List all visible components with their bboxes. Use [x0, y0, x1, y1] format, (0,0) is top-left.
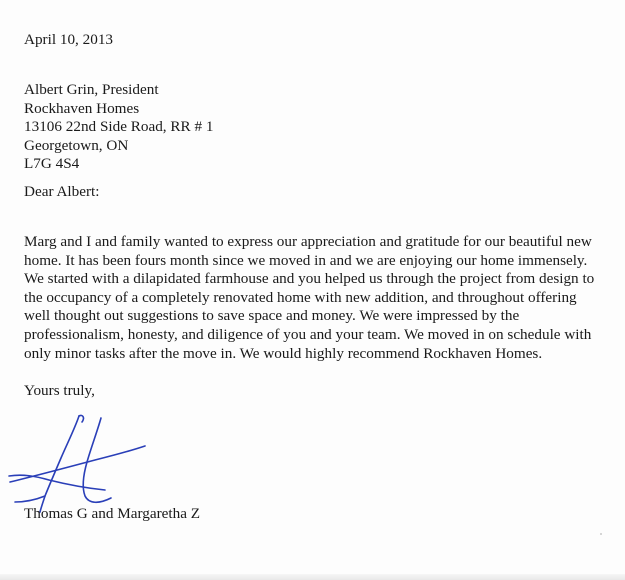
body-paragraph	[24, 233, 624, 363]
salutation: Dear Albert:	[24, 183, 100, 200]
recipient-street: 13106 22nd Side Road, RR # 1	[24, 118, 214, 136]
body-line: the occupancy of a completely renovated home with new addition, and throughout offering	[24, 288, 577, 306]
body-line: professionalism, honesty, and diligence of you and your team. We moved in on schedule with	[24, 325, 592, 343]
body-line: home. It has been fours month since we moved in and we are enjoying our home immensely.	[24, 251, 588, 269]
closing: Yours truly,	[24, 382, 95, 399]
body-line: only minor tasks after the move in. We would highly recommend Rockhaven Homes.	[24, 344, 543, 362]
scan-speck	[600, 533, 602, 535]
recipient-name-title: Albert Grin, President	[24, 81, 159, 98]
handwritten-signature	[5, 410, 165, 515]
body-line: well thought out suggestions to save space and money. We were impressed by the	[24, 307, 520, 325]
body-line: We started with a dilapidated farmhouse and you helped us through the project from design to	[24, 270, 595, 288]
letter-date: April 10, 2013	[24, 31, 114, 48]
scan-bottom-edge	[0, 574, 625, 580]
recipient-company: Rockhaven Homes	[24, 99, 140, 117]
body-line: Marg and I and family wanted to express our appreciation and gratitude for our beautiful new	[24, 233, 592, 250]
recipient-city: Georgetown, ON	[24, 136, 129, 154]
signer-name: Thomas G and Margaretha Z	[24, 505, 201, 522]
recipient-address	[24, 81, 213, 174]
recipient-postal-code: L7G 4S4	[24, 155, 80, 173]
